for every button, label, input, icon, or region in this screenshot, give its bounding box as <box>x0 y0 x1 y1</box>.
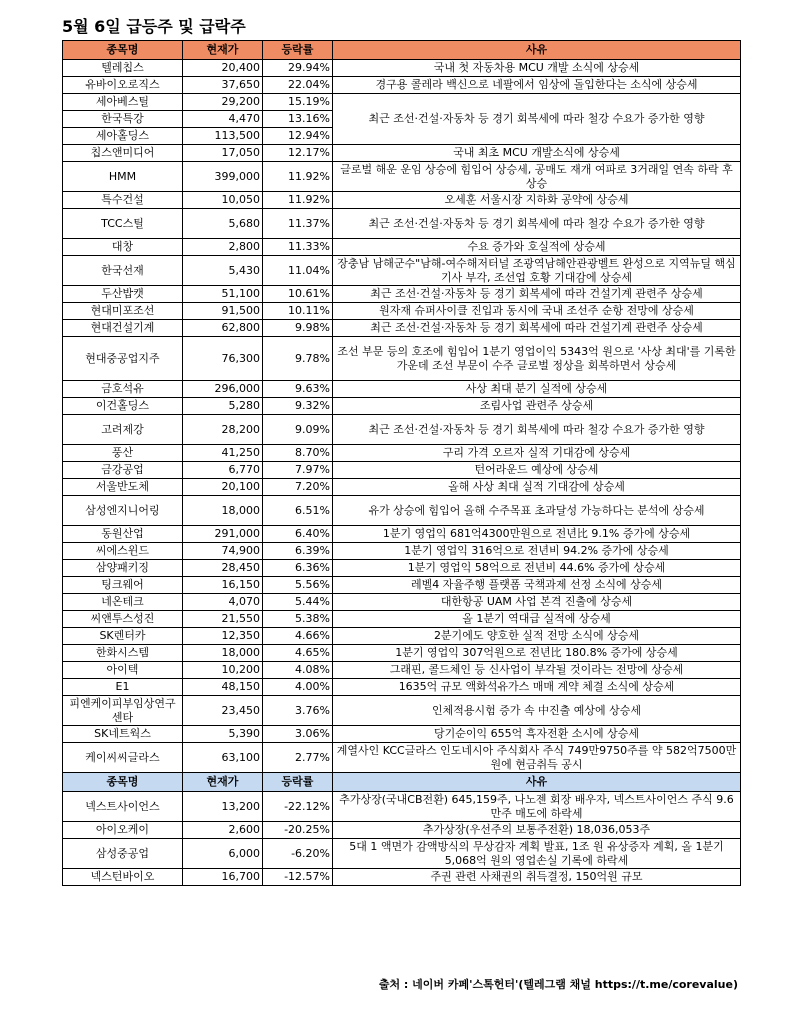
stock-name: 넥스턴바이오 <box>63 869 183 886</box>
table-row <box>63 192 741 209</box>
table-row <box>63 679 741 696</box>
stock-rate: 11.92% <box>263 192 333 209</box>
stock-price: 6,000 <box>183 839 263 869</box>
stock-name: 한국선재 <box>63 256 183 286</box>
stock-reason: 국내 첫 자동차용 MCU 개발 소식에 상승세 <box>333 60 741 77</box>
stock-name: 두산밥캣 <box>63 286 183 303</box>
table-row <box>63 320 741 337</box>
stock-reason: 장충남 남해군수"남해-여수해저터널 조광역남해안관광벨트 완성으로 지역뉴딜 핵심 기사 부각, 조선업 호황 기대감에 상승세 <box>333 256 741 286</box>
table-row <box>63 239 741 256</box>
stock-price: 2,600 <box>183 822 263 839</box>
stock-price: 21,550 <box>183 611 263 628</box>
stock-reason: 조선 부문 등의 호조에 힘입어 1분기 영업이익 5343억 원으로 '사상 최대'를 기록한 가운데 조선 부문이 수주 글로벌 정상을 회복하면서 상승세 <box>333 337 741 381</box>
stock-reason: 최근 조선·건설·자동차 등 경기 회복세에 따라 건설기계 관련주 상승세 <box>333 320 741 337</box>
stock-reason: 유가 상승에 힘입어 올해 수주목표 초과달성 가능하다는 분석에 상승세 <box>333 496 741 526</box>
stock-reason: 최근 조선·건설·자동차 등 경기 회복세에 따라 철강 수요가 증가한 영향 <box>333 415 741 445</box>
stock-price: 5,280 <box>183 398 263 415</box>
stock-price: 291,000 <box>183 526 263 543</box>
stock-name: 대창 <box>63 239 183 256</box>
stock-name: 한화시스템 <box>63 645 183 662</box>
stock-rate: 9.63% <box>263 381 333 398</box>
stock-name: 현대건설기계 <box>63 320 183 337</box>
stock-rate: 7.20% <box>263 479 333 496</box>
stock-table-body <box>63 41 741 886</box>
stock-reason: 당기순이익 655억 흑자전환 소시에 상승세 <box>333 726 741 743</box>
stock-price: 20,400 <box>183 60 263 77</box>
stock-rate: 6.39% <box>263 543 333 560</box>
stock-reason: 턴어라운드 예상에 상승세 <box>333 462 741 479</box>
stock-reason: 구리 가격 오르자 실적 기대감에 상승세 <box>333 445 741 462</box>
page-title: 5월 6일 급등주 및 급락주 <box>62 17 246 36</box>
table-row <box>63 560 741 577</box>
stock-rate: 4.66% <box>263 628 333 645</box>
stock-price: 17,050 <box>183 145 263 162</box>
table-row <box>63 445 741 462</box>
stock-price: 28,450 <box>183 560 263 577</box>
stock-reason: 추가상장(우선주의 보통주전환) 18,036,053주 <box>333 822 741 839</box>
stock-name: 아이텍 <box>63 662 183 679</box>
stock-price: 296,000 <box>183 381 263 398</box>
stock-reason: 그래핀, 콜드체인 등 신사업이 부각될 것이라는 전망에 상승세 <box>333 662 741 679</box>
stock-name: 삼성엔지니어링 <box>63 496 183 526</box>
stock-name: 네온테크 <box>63 594 183 611</box>
table-row <box>63 209 741 239</box>
stock-rate: 5.56% <box>263 577 333 594</box>
table-row <box>63 792 741 822</box>
stock-reason: 오세훈 서울시장 지하화 공약에 상승세 <box>333 192 741 209</box>
stock-rate: 6.36% <box>263 560 333 577</box>
stock-name: 서울반도체 <box>63 479 183 496</box>
stock-price: 51,100 <box>183 286 263 303</box>
table-row <box>63 256 741 286</box>
stock-reason: 원자재 슈퍼사이클 진입과 동시에 국내 조선주 순항 전망에 상승세 <box>333 303 741 320</box>
stock-price: 6,770 <box>183 462 263 479</box>
table-row <box>63 839 741 869</box>
stock-name: 씨앤투스성진 <box>63 611 183 628</box>
stock-name: 세아베스틸 <box>63 94 183 111</box>
table-row <box>63 543 741 560</box>
stock-name: 삼양패키징 <box>63 560 183 577</box>
stock-rate: 5.44% <box>263 594 333 611</box>
table-row <box>63 496 741 526</box>
stock-rate: 13.16% <box>263 111 333 128</box>
stock-name: 넥스트사이언스 <box>63 792 183 822</box>
stock-name: 한국특강 <box>63 111 183 128</box>
header-price: 현재가 <box>183 41 263 60</box>
stock-name: 유바이오로직스 <box>63 77 183 94</box>
stock-price: 16,150 <box>183 577 263 594</box>
stock-price: 12,350 <box>183 628 263 645</box>
stock-name: E1 <box>63 679 183 696</box>
stock-price: 5,430 <box>183 256 263 286</box>
stock-rate: 11.92% <box>263 162 333 192</box>
stock-rate: -22.12% <box>263 792 333 822</box>
stock-reason: 계열사인 KCC글라스 인도네시아 주식회사 주식 749만9750주를 약 582억7500만원에 현금취득 공시 <box>333 743 741 773</box>
table-row <box>63 611 741 628</box>
header-name: 종목명 <box>63 41 183 60</box>
table-row <box>63 645 741 662</box>
stock-rate: 3.76% <box>263 696 333 726</box>
stock-name: 금강공업 <box>63 462 183 479</box>
stock-name: 동원산업 <box>63 526 183 543</box>
stock-reason: 수요 증가와 호실적에 상승세 <box>333 239 741 256</box>
table-row <box>63 286 741 303</box>
table-row <box>63 726 741 743</box>
table-row <box>63 303 741 320</box>
stock-price: 16,700 <box>183 869 263 886</box>
stock-rate: 7.97% <box>263 462 333 479</box>
stock-name: 현대미포조선 <box>63 303 183 320</box>
header-name: 종목명 <box>63 773 183 792</box>
stock-name: 씨에스윈드 <box>63 543 183 560</box>
stock-name: 케이씨씨글라스 <box>63 743 183 773</box>
table-row <box>63 526 741 543</box>
stock-name: 고려제강 <box>63 415 183 445</box>
stock-price: 4,070 <box>183 594 263 611</box>
stock-name: SK렌터카 <box>63 628 183 645</box>
stock-reason: 1분기 영업익 681억4300만원으로 전년比 9.1% 증가에 상승세 <box>333 526 741 543</box>
source-note: 출처 : 네이버 카페'스톡헌터'(텔레그램 채널 https://t.me/corevalue) <box>378 978 738 991</box>
stock-reason: 2분기에도 양호한 실적 전망 소식에 상승세 <box>333 628 741 645</box>
stock-rate: 6.51% <box>263 496 333 526</box>
table-row <box>63 381 741 398</box>
stock-reason: 글로벌 해운 운임 상승에 힘입어 상승세, 공매도 재개 여파로 3거래일 연속 하락 후 상승 <box>333 162 741 192</box>
stock-rate: 4.00% <box>263 679 333 696</box>
stock-reason: 올해 사상 최대 실적 기대감에 상승세 <box>333 479 741 496</box>
table-row <box>63 415 741 445</box>
table-row <box>63 628 741 645</box>
stock-reason: 레벨4 자율주행 플랫폼 국책과제 선정 소식에 상승세 <box>333 577 741 594</box>
stock-rate: 6.40% <box>263 526 333 543</box>
stock-price: 18,000 <box>183 496 263 526</box>
stock-rate: 11.04% <box>263 256 333 286</box>
stock-price: 5,390 <box>183 726 263 743</box>
stock-reason: 최근 조선·건설·자동차 등 경기 회복세에 따라 건설기계 관련주 상승세 <box>333 286 741 303</box>
stock-name: TCC스틸 <box>63 209 183 239</box>
stock-reason: 사상 최대 분기 실적에 상승세 <box>333 381 741 398</box>
stock-reason: 최근 조선·건설·자동차 등 경기 회복세에 따라 철강 수요가 증가한 영향 <box>333 209 741 239</box>
table-row <box>63 462 741 479</box>
table-row <box>63 743 741 773</box>
header-rate: 등락률 <box>263 41 333 60</box>
stock-price: 10,200 <box>183 662 263 679</box>
header-reason: 사유 <box>333 41 741 60</box>
stock-price: 399,000 <box>183 162 263 192</box>
header-row-falling <box>63 773 741 792</box>
stock-price: 74,900 <box>183 543 263 560</box>
stock-name: 세아홀딩스 <box>63 128 183 145</box>
stock-price: 63,100 <box>183 743 263 773</box>
header-row-rising <box>63 41 741 60</box>
stock-rate: 12.17% <box>263 145 333 162</box>
stock-name: 풍산 <box>63 445 183 462</box>
stock-rate: 15.19% <box>263 94 333 111</box>
header-rate: 등락률 <box>263 773 333 792</box>
stock-reason: 경구용 콜레라 백신으로 네팔에서 임상에 돌입한다는 소식에 상승세 <box>333 77 741 94</box>
table-row <box>63 479 741 496</box>
stock-name: 팅크웨어 <box>63 577 183 594</box>
stock-rate: 22.04% <box>263 77 333 94</box>
stock-reason: 인체적용시험 증가 속 中진출 예상에 상승세 <box>333 696 741 726</box>
stock-rate: 9.98% <box>263 320 333 337</box>
stock-reason: 1분기 영업익 316억으로 전년비 94.2% 증가에 상승세 <box>333 543 741 560</box>
stock-price: 23,450 <box>183 696 263 726</box>
stock-rate: 10.11% <box>263 303 333 320</box>
stock-rate: -20.25% <box>263 822 333 839</box>
table-row <box>63 594 741 611</box>
table-row <box>63 398 741 415</box>
stock-rate: 12.94% <box>263 128 333 145</box>
table-row <box>63 662 741 679</box>
stock-name: 특수건설 <box>63 192 183 209</box>
stock-name: 칩스앤미디어 <box>63 145 183 162</box>
stock-price: 10,050 <box>183 192 263 209</box>
stock-price: 4,470 <box>183 111 263 128</box>
table-row <box>63 94 741 111</box>
header-price: 현재가 <box>183 773 263 792</box>
stock-price: 113,500 <box>183 128 263 145</box>
table-row <box>63 337 741 381</box>
stock-rate: -6.20% <box>263 839 333 869</box>
table-row <box>63 162 741 192</box>
stock-price: 91,500 <box>183 303 263 320</box>
table-row <box>63 77 741 94</box>
stock-price: 5,680 <box>183 209 263 239</box>
stock-price: 2,800 <box>183 239 263 256</box>
stock-name: 금호석유 <box>63 381 183 398</box>
stock-price: 20,100 <box>183 479 263 496</box>
stock-rate: 9.09% <box>263 415 333 445</box>
stock-reason: 1분기 영업익 58억으로 전년비 44.6% 증가에 상승세 <box>333 560 741 577</box>
stock-price: 13,200 <box>183 792 263 822</box>
stock-price: 62,800 <box>183 320 263 337</box>
table-row <box>63 822 741 839</box>
stock-reason: 5대 1 액면가 감액방식의 무상감자 계획 발표, 1조 원 유상증자 계획, 올 1분기 5,068억 원의 영업손실 기록에 하락세 <box>333 839 741 869</box>
table-row <box>63 577 741 594</box>
table-row <box>63 696 741 726</box>
stock-price: 28,200 <box>183 415 263 445</box>
stock-rate: 11.37% <box>263 209 333 239</box>
stock-rate: -12.57% <box>263 869 333 886</box>
stock-name: 삼성중공업 <box>63 839 183 869</box>
table-row <box>63 145 741 162</box>
stock-reason: 1635억 규모 액화석유가스 매매 계약 체결 소식에 상승세 <box>333 679 741 696</box>
stock-reason: 대한항공 UAM 사업 본격 진출에 상승세 <box>333 594 741 611</box>
stock-reason: 1분기 영업익 307억원으로 전년比 180.8% 증가에 상승세 <box>333 645 741 662</box>
stock-price: 18,000 <box>183 645 263 662</box>
stock-rate: 2.77% <box>263 743 333 773</box>
stock-reason: 추가상장(국내CB전환) 645,159주, 나노젠 회장 배우자, 넥스트사이언스 주식 9.6만주 매도에 하락세 <box>333 792 741 822</box>
stock-reason: 조림사업 관련주 상승세 <box>333 398 741 415</box>
stock-reason: 올 1분기 역대급 실적에 상승세 <box>333 611 741 628</box>
stock-reason: 국내 최초 MCU 개발소식에 상승세 <box>333 145 741 162</box>
stock-rate: 9.78% <box>263 337 333 381</box>
stock-price: 29,200 <box>183 94 263 111</box>
stock-rate: 8.70% <box>263 445 333 462</box>
stock-name: 이건홀딩스 <box>63 398 183 415</box>
table-row <box>63 869 741 886</box>
stock-rate: 10.61% <box>263 286 333 303</box>
stock-rate: 4.08% <box>263 662 333 679</box>
stock-name: 텔레칩스 <box>63 60 183 77</box>
stock-reason: 최근 조선·건설·자동차 등 경기 회복세에 따라 철강 수요가 증가한 영향 <box>333 94 741 145</box>
stock-rate: 5.38% <box>263 611 333 628</box>
stock-price: 37,650 <box>183 77 263 94</box>
stock-price: 48,150 <box>183 679 263 696</box>
stock-rate: 4.65% <box>263 645 333 662</box>
stock-rate: 29.94% <box>263 60 333 77</box>
table-row <box>63 60 741 77</box>
header-reason: 사유 <box>333 773 741 792</box>
stock-name: SK네트웍스 <box>63 726 183 743</box>
stock-name: HMM <box>63 162 183 192</box>
stock-price: 41,250 <box>183 445 263 462</box>
stock-table <box>62 40 741 886</box>
stock-rate: 9.32% <box>263 398 333 415</box>
stock-price: 76,300 <box>183 337 263 381</box>
stock-rate: 3.06% <box>263 726 333 743</box>
stock-name: 피엔케이피부임상연구센타 <box>63 696 183 726</box>
stock-rate: 11.33% <box>263 239 333 256</box>
stock-name: 현대중공업지주 <box>63 337 183 381</box>
stock-reason: 주권 관련 사채권의 취득결정, 150억원 규모 <box>333 869 741 886</box>
stock-name: 아이오케이 <box>63 822 183 839</box>
